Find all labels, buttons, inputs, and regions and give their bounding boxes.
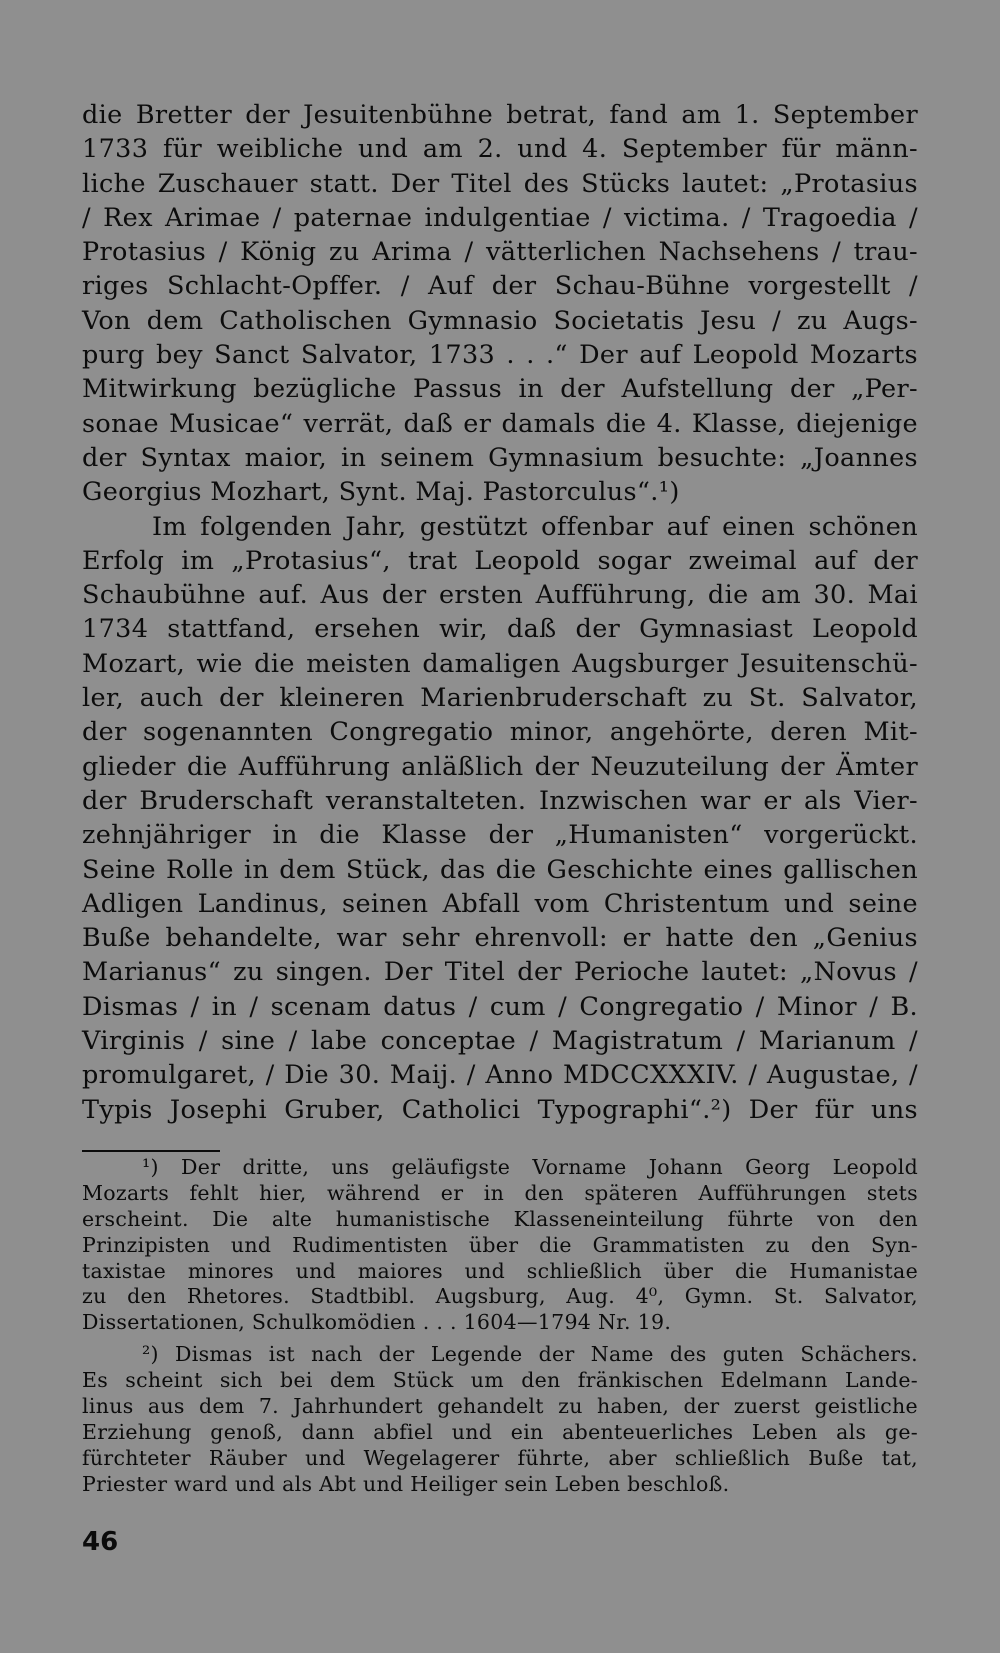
text-line: Erfolg im „Protasius“, trat Leopold sogar zweimal auf der (82, 545, 918, 576)
text-line: liche Zuschauer statt. Der Titel des Stücks lautet: „Protasius (82, 168, 918, 199)
text-line: Schaubühne auf. Aus der ersten Aufführung, die am 30. Mai (82, 580, 918, 611)
text-line: / Rex Arimae / paternae indulgentiae / victima. / Tragoedia / (82, 202, 918, 233)
text-line: Dismas / in / scenam datus / cum / Congregatio / Minor / B. (82, 991, 918, 1022)
footnote-line: ¹) Der dritte, uns geläufigste Vorname Johann Georg Leopold (142, 1155, 918, 1179)
footnote-rule (82, 1150, 220, 1152)
page-number: 46 (82, 1527, 119, 1557)
footnote-line: ²) Dismas ist nach der Legende der Name des guten Schächers. (142, 1342, 918, 1367)
text-line: promulgaret, / Die 30. Maij. / Anno MDCCXXXIV. / Augustae, / (82, 1060, 918, 1091)
footnote-line: taxistae minores und maiores und schließlich über die Humanistae (82, 1258, 918, 1283)
text-line: Im folgenden Jahr, gestützt offenbar auf einen schönen (152, 511, 918, 542)
text-line: 1733 für weibliche und am 2. und 4. September für männ- (82, 134, 918, 165)
footnote-line: Prinzipisten und Rudimentisten über die Grammatisten zu den Syn- (82, 1232, 918, 1257)
text-line: der Bruderschaft veranstalteten. Inzwischen war er als Vier- (82, 785, 918, 816)
footnote-line: fürchteter Räuber und Wegelagerer führte, aber schließlich Buße tat, (82, 1445, 918, 1470)
footnote-line: Es scheint sich bei dem Stück um den fränkischen Edelmann Lande- (82, 1368, 918, 1393)
text-line: zehnjähriger in die Klasse der „Humanisten“ vorgerückt. (82, 820, 918, 851)
text-line: Typis Josephi Gruber, Catholici Typographi“.²) Der für uns (82, 1094, 918, 1125)
text-line: 1734 stattfand, ersehen wir, daß der Gymnasiast Leopold (82, 614, 918, 645)
main-text (82, 98, 918, 1127)
footnote-line: Erziehung genoß, dann abfiel und ein abenteuerliches Leben als ge- (82, 1419, 918, 1444)
text-line: purg bey Sanct Salvator, 1733 . . .“ Der auf Leopold Mozarts (82, 340, 918, 371)
footnote-line: linus aus dem 7. Jahrhundert gehandelt zu haben, der zuerst geistliche (82, 1394, 918, 1419)
text-line: Buße behandelte, war sehr ehrenvoll: er hatte den „Genius (82, 923, 918, 954)
text-line: der sogenannten Congregatio minor, angehörte, deren Mit- (82, 717, 918, 748)
text-line: Georgius Mozhart, Synt. Maj. Pastorculus“.¹) (82, 477, 680, 508)
text-line: ler, auch der kleineren Marienbruderschaft zu St. Salvator, (82, 683, 918, 714)
text-line: der Syntax maior, in seinem Gymnasium besuchte: „Joannes (82, 442, 918, 473)
text-line: riges Schlacht-Opffer. / Auf der Schau-Bühne vorgestellt / (82, 271, 918, 302)
footnote-line: zu den Rhetores. Stadtbibl. Augsburg, Aug. 4⁰, Gymn. St. Salvator, (82, 1284, 918, 1309)
footnote-line: Mozarts fehlt hier, während er in den späteren Aufführungen stets (82, 1180, 918, 1205)
footnote-line: erscheint. Die alte humanistische Klasseneinteilung führte von den (82, 1206, 918, 1231)
text-line: Virginis / sine / labe conceptae / Magistratum / Marianum / (82, 1026, 918, 1057)
text-line: Marianus“ zu singen. Der Titel der Perioche lautet: „Novus / (82, 957, 918, 988)
text-line: glieder die Aufführung anläßlich der Neuzuteilung der Ämter (82, 751, 918, 782)
text-line: Mozart, wie die meisten damaligen Augsburger Jesuitenschü- (82, 648, 918, 679)
footnotes (82, 1155, 918, 1498)
text-line: Protasius / König zu Arima / vätterlichen Nachsehens / trau- (82, 237, 918, 268)
text-line: Seine Rolle in dem Stück, das die Geschichte eines gallischen (82, 854, 918, 885)
text-line: Adligen Landinus, seinen Abfall vom Christentum und seine (82, 888, 918, 919)
footnote-line: Dissertationen, Schulkomödien . . . 1604—1794 Nr. 19. (82, 1310, 672, 1335)
text-line: die Bretter der Jesuitenbühne betrat, fand am 1. September (82, 100, 918, 130)
text-line: Von dem Catholischen Gymnasio Societatis Jesu / zu Augs- (82, 305, 918, 336)
text-line: Mitwirkung bezügliche Passus in der Aufstellung der „Per- (82, 374, 918, 405)
text-line: sonae Musicae“ verrät, daß er damals die 4. Klasse, diejenige (82, 408, 918, 439)
footnote-line: Priester ward und als Abt und Heiliger sein Leben beschloß. (82, 1471, 730, 1496)
